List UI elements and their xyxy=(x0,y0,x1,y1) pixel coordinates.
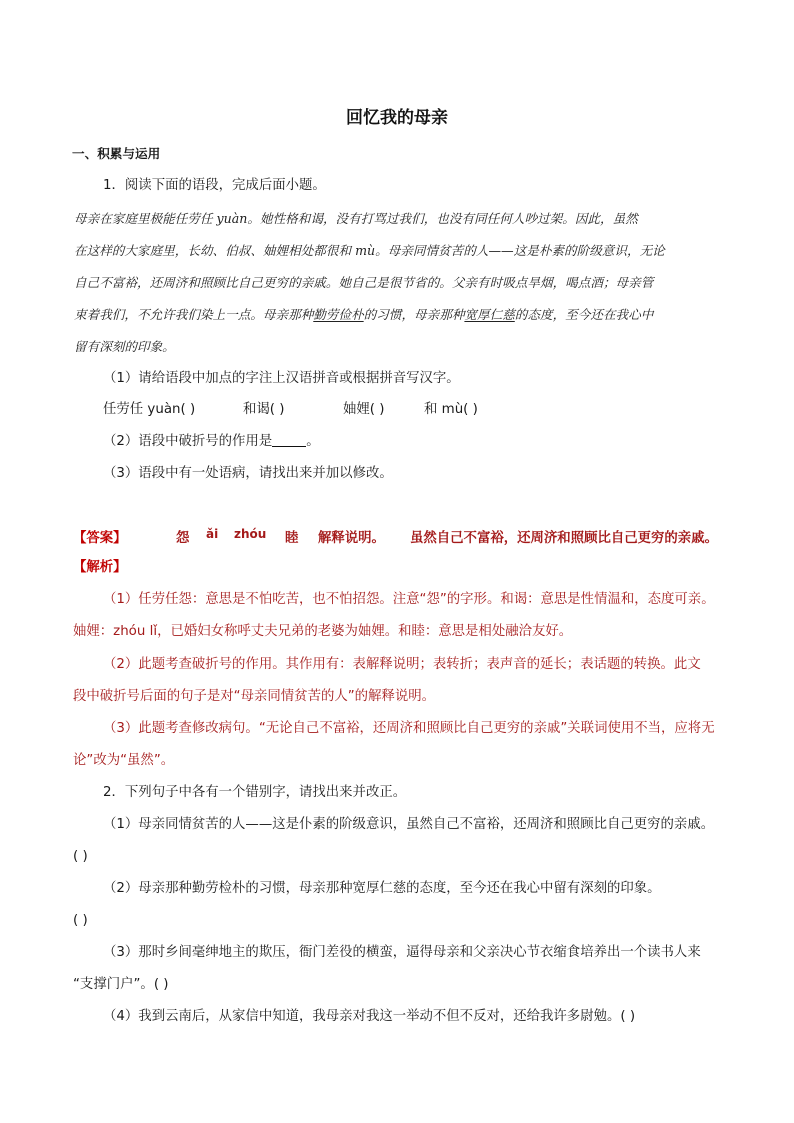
section-heading: 一、积累与运用 xyxy=(72,146,161,161)
subquestion-1-item: 和 mù( ) xyxy=(424,402,478,417)
analysis-line: 妯娌：zhóu lǐ，已婚妇女称呼丈夫兄弟的老婆为妯娌。和睦：意思是相处融洽友好。 xyxy=(73,624,573,639)
subquestion-2 xyxy=(103,433,320,451)
question-2-prompt: 2．下列句子中各有一个错别字，请找出来并改正。 xyxy=(103,785,407,800)
passage-text: 的态度，至今还在我心中 xyxy=(514,307,654,322)
question-2-item: （4）我到云南后，从家信中知道，我母亲对我这一举动不但不反对，还给我许多尉勉。( ) xyxy=(103,1009,636,1024)
passage-line-1: 母亲在家庭里极能任劳任 yuàn。她性格和谒，没有打骂过我们，也没有同任何人吵过架。因此，虽然 xyxy=(74,211,638,226)
analysis-line: （3）此题考查修改病句。“无论自己不富裕，还周济和照顾比自己更穷的亲戚”关联词使用不当，应将无 xyxy=(103,721,715,736)
question-2-item: （1）母亲同情贫苦的人——这是仆素的阶级意识，虽然自己不富裕，还周济和照顾比自己更穷的亲戚。 xyxy=(103,817,715,832)
passage-line-2: 在这样的大家庭里，长幼、伯叔、妯娌相处都很和 mù。母亲同情贫苦的人——这是朴素的阶级意识，无论 xyxy=(74,243,665,258)
question-2-item: （2）母亲那种勤劳检朴的习惯，母亲那种宽厚仁慈的态度，至今还在我心中留有深刻的印象。 xyxy=(103,881,661,896)
analysis-line: （2）此题考查破折号的作用。其作用有：表解释说明；表转折；表声音的延长；表话题的转换。此文 xyxy=(103,657,701,672)
subquestion-3: （3）语段中有一处语病，请找出来并加以修改。 xyxy=(103,466,393,481)
answer-blank xyxy=(272,434,306,447)
passage-text: 的习惯，母亲那种 xyxy=(363,307,465,322)
answer-6: 虽然自己不富裕，还周济和照顾比自己更穷的亲戚。 xyxy=(410,531,718,546)
document-title: 回忆我的母亲 xyxy=(346,108,448,128)
analysis-line: 论”改为“虽然”。 xyxy=(73,753,175,768)
question-1-prompt: 1．阅读下面的语段，完成后面小题。 xyxy=(103,178,326,193)
answer-2: ǎi xyxy=(206,527,219,541)
answer-label: 【答案】 xyxy=(73,531,127,546)
answer-paren: ( ) xyxy=(73,849,88,864)
question-2-item: （3）那时乡间毫绅地主的欺压，衙门差役的横蛮，逼得母亲和父亲决心节衣缩食培养出一个读书人来 xyxy=(103,945,701,960)
subquestion-1-item: 任劳任 yuàn( ) xyxy=(103,402,196,417)
subquestion-1-item: 和谒( ) xyxy=(243,402,285,417)
question-2-item: “支撑门户”。( ) xyxy=(73,977,169,992)
passage-line-5: 留有深刻的印象。 xyxy=(74,339,175,354)
subquestion-1: （1）请给语段中加点的字注上汉语拼音或根据拼音写汉字。 xyxy=(103,371,460,386)
answer-4: 睦 xyxy=(285,531,299,546)
analysis-line: （1）任劳任怨：意思是不怕吃苦，也不怕招怨。注意“怨”的字形。和谒：意思是性情温和，态度可亲。 xyxy=(103,592,715,607)
subquestion-2-end: 。 xyxy=(306,434,320,449)
underlined-phrase: 勤劳俭朴 xyxy=(313,307,364,322)
answer-3: zhóu xyxy=(234,527,267,541)
underlined-phrase: 宽厚仁慈 xyxy=(464,307,515,322)
passage-line-4 xyxy=(74,306,653,324)
answer-paren: ( ) xyxy=(73,913,88,928)
analysis-line: 段中破折号后面的句子是对“母亲同情贫苦的人”的解释说明。 xyxy=(73,689,436,704)
answer-1: 怨 xyxy=(176,531,190,546)
subquestion-1-item: 妯娌( ) xyxy=(343,402,385,417)
analysis-label: 【解析】 xyxy=(73,560,127,575)
answer-5: 解释说明。 xyxy=(318,531,385,546)
subquestion-2-text: （2）语段中破折号的作用是 xyxy=(103,434,273,449)
passage-line-3: 自己不富裕，还周济和照顾比自己更穷的亲戚。她自己是很节省的。父亲有时吸点旱烟，喝点酒；母亲管 xyxy=(74,275,654,290)
passage-text: 束着我们，不允许我们染上一点。母亲那种 xyxy=(74,307,314,322)
